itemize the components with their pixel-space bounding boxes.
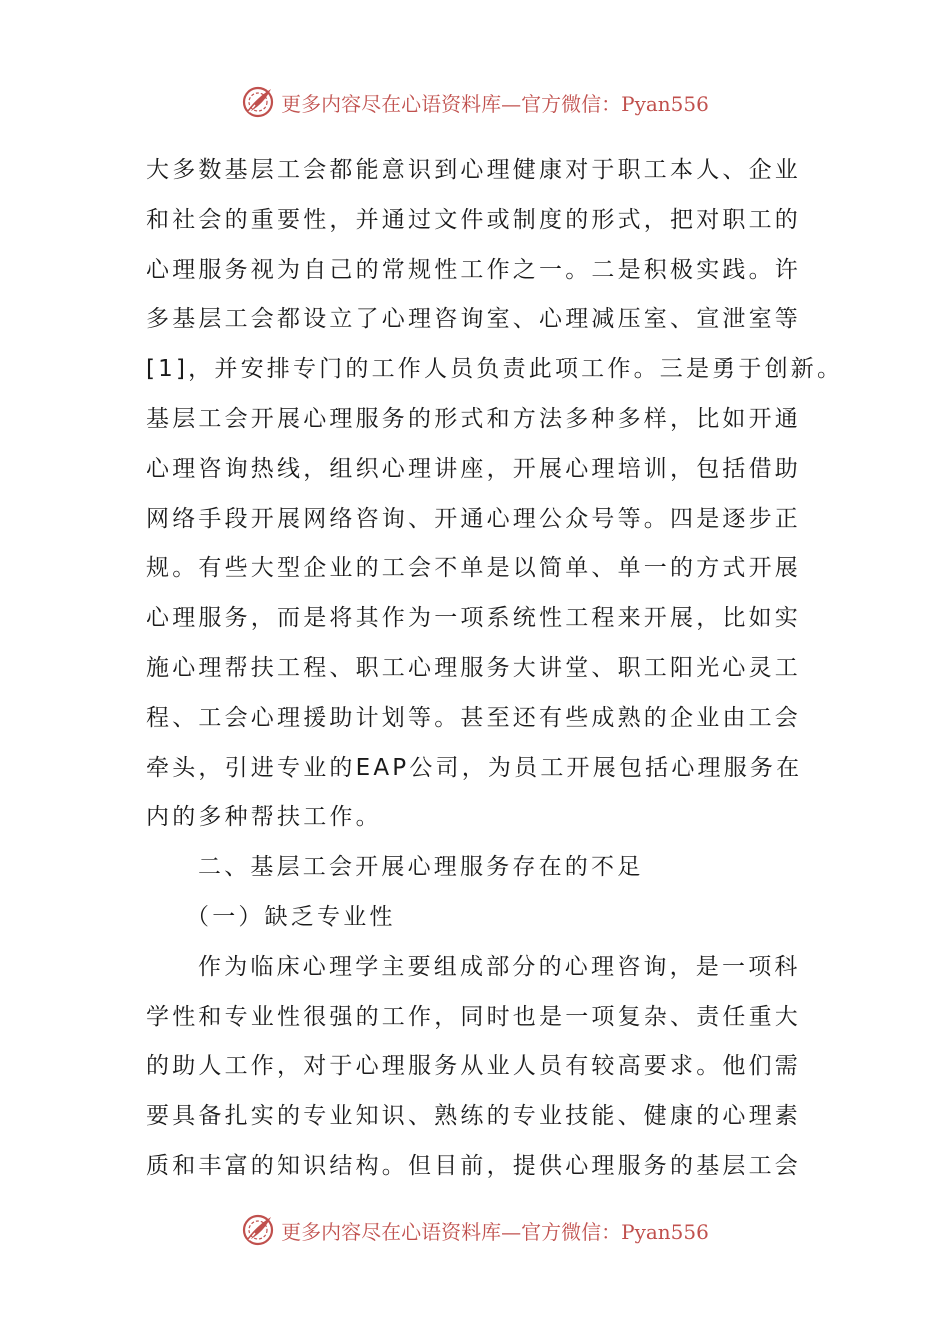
body-line: 要具备扎实的专业知识、熟练的专业技能、健康的心理素: [146, 1103, 801, 1130]
body-line: 大多数基层工会都能意识到心理健康对于职工本人、企业: [146, 157, 801, 183]
body-line: 牵头，引进专业的EAP公司，为员工开展包括心理服务在: [146, 754, 803, 781]
section-heading: 二、基层工会开展心理服务存在的不足: [198, 854, 644, 881]
body-line: 心理服务，而是将其作为一项系统性工程来开展，比如实: [146, 605, 801, 632]
header-banner: [0, 82, 950, 122]
body-line: 学性和专业性很强的工作，同时也是一项复杂、责任重大: [146, 1003, 801, 1030]
body-line: 施心理帮扶工程、职工心理服务大讲堂、职工阳光心灵工: [146, 654, 801, 681]
body-line: 的助人工作，对于心理服务从业人员有较高要求。他们需: [146, 1053, 801, 1080]
body-line: 规。有些大型企业的工会不单是以简单、单一的方式开展: [146, 555, 801, 582]
body-line: 作为临床心理学主要组成部分的心理咨询，是一项科: [198, 953, 801, 980]
body-line: 多基层工会都设立了心理咨询室、心理减压室、宣泄室等: [146, 306, 801, 333]
footer-banner: [0, 1210, 950, 1250]
footer-banner-text: 更多内容尽在心语资料库—官方微信：Pyan556: [281, 1219, 709, 1244]
body-line: 心理服务视为自己的常规性工作之一。二是积极实践。许: [146, 256, 801, 283]
quill-pen-logo-icon: [241, 85, 275, 119]
body-line: 和社会的重要性，并通过文件或制度的形式，把对职工的: [146, 206, 801, 233]
body-line: 内的多种帮扶工作。: [146, 804, 382, 831]
body-line: 网络手段开展网络咨询、开通心理公众号等。四是逐步正: [146, 505, 801, 532]
body-line: 程、工会心理援助计划等。甚至还有些成熟的企业由工会: [146, 704, 801, 731]
body-line: [1]，并安排专门的工作人员负责此项工作。三是勇于创新。: [146, 356, 844, 383]
quill-pen-logo-icon: [241, 1213, 275, 1247]
header-banner-text: 更多内容尽在心语资料库—官方微信：Pyan556: [281, 91, 709, 116]
body-line: 基层工会开展心理服务的形式和方法多种多样，比如开通: [146, 405, 801, 432]
body-line: 心理咨询热线，组织心理讲座，开展心理培训，包括借助: [146, 455, 801, 482]
document-body: [146, 146, 844, 1192]
subsection-heading: （一）缺乏专业性: [186, 903, 396, 930]
body-line: 质和丰富的知识结构。但目前，提供心理服务的基层工会: [146, 1152, 801, 1179]
